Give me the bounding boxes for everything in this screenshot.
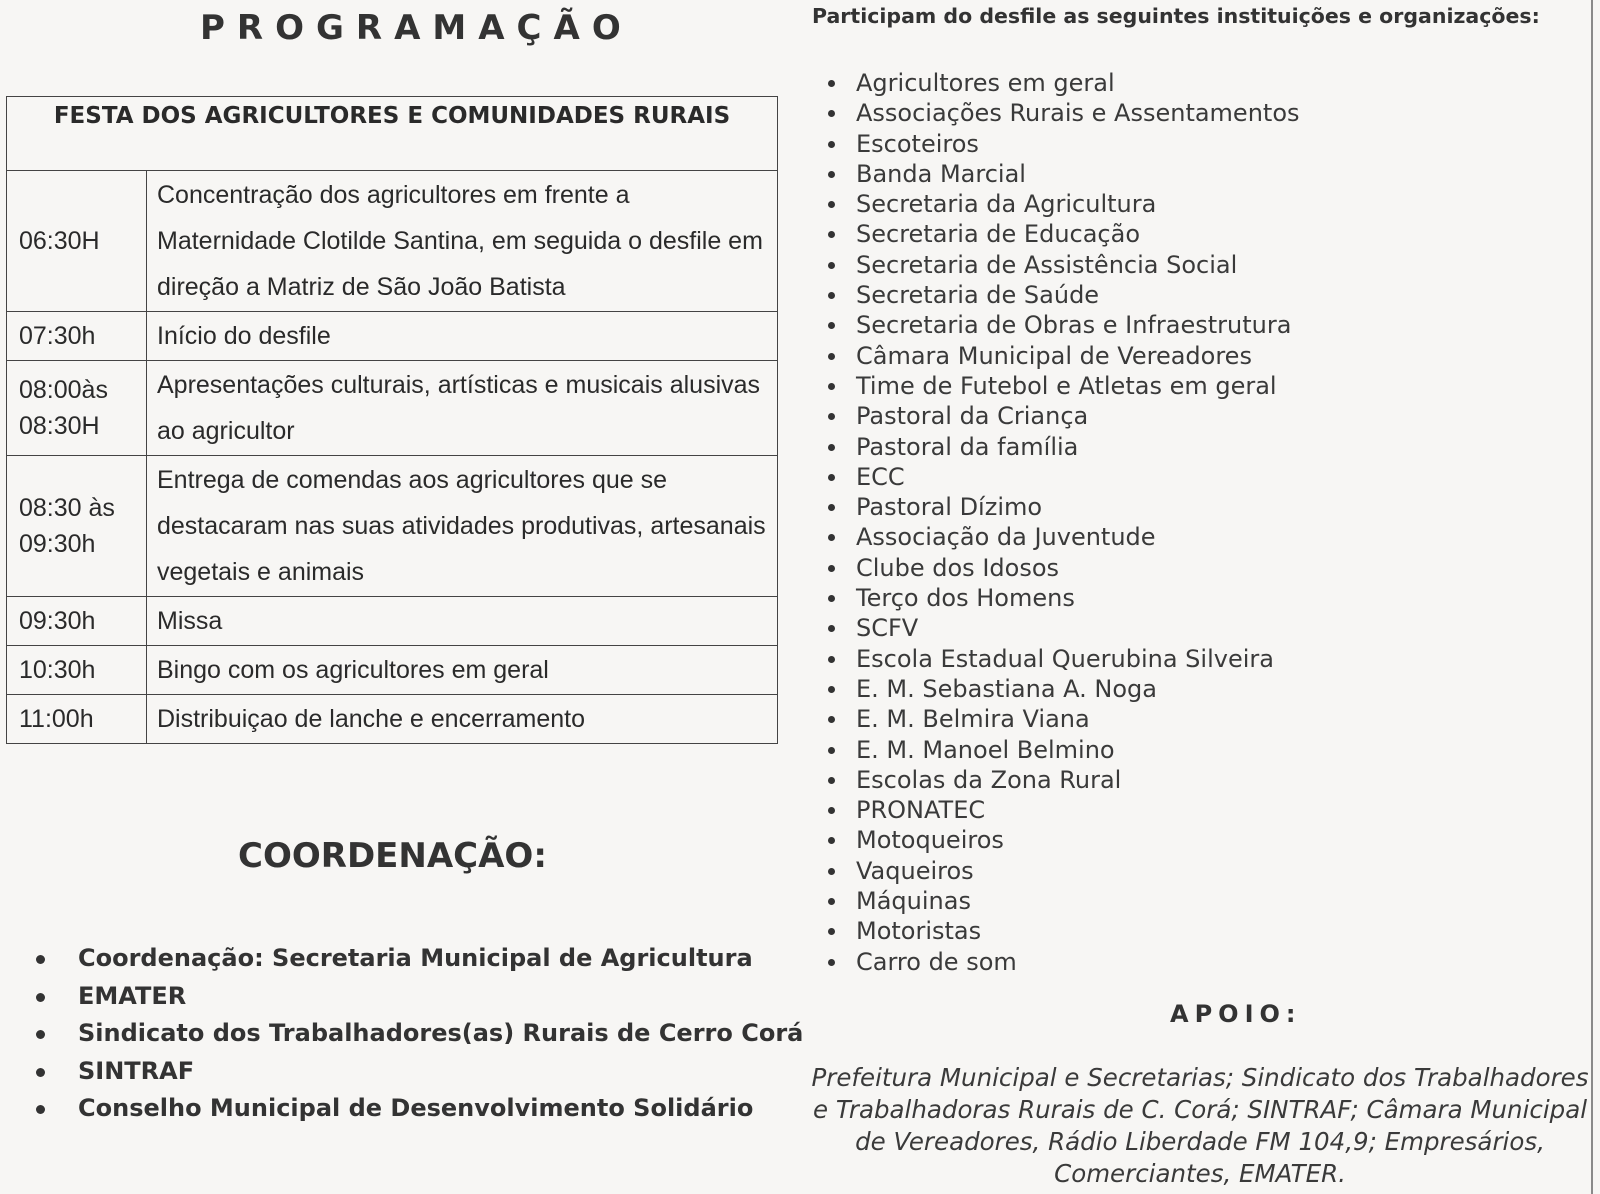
schedule-time: 07:30h — [7, 312, 147, 361]
page-edge-divider — [1591, 0, 1593, 1194]
bullet-icon — [828, 807, 835, 814]
bullet-icon — [828, 716, 835, 723]
list-item — [828, 947, 1300, 977]
participante-item: Associações Rurais e Assentamentos — [856, 99, 1300, 128]
list-item — [36, 944, 796, 982]
bullet-icon — [828, 171, 835, 178]
participante-item: Escolas da Zona Rural — [856, 765, 1122, 794]
schedule-description: Início do desfile — [147, 312, 778, 361]
bullet-icon — [36, 993, 45, 1002]
list-item — [828, 553, 1300, 583]
coordenacao-item: Conselho Municipal de Desenvolvimento Solidário — [78, 1094, 754, 1122]
participante-item: PRONATEC — [856, 796, 986, 825]
participante-item: Motoqueiros — [856, 826, 1004, 855]
bullet-icon — [828, 262, 835, 269]
schedule-time: 09:30h — [7, 597, 147, 646]
list-item — [828, 735, 1300, 765]
table-row — [7, 171, 778, 312]
participante-item: Secretaria da Agricultura — [856, 190, 1157, 219]
participantes-list — [828, 68, 1300, 977]
bullet-icon — [828, 322, 835, 329]
schedule-time: 10:30h — [7, 646, 147, 695]
schedule-description: Entrega de comendas aos agricultores que se destacaram nas suas atividades produtivas, artesanais vegetais e animais — [147, 456, 778, 597]
participante-item: SCFV — [856, 614, 919, 643]
bullet-icon — [828, 625, 835, 632]
bullet-icon — [36, 1068, 45, 1077]
schedule-description: Concentração dos agricultores em frente a Maternidade Clotilde Santina, em seguida o desfile em direção a Matriz de São João Batista — [147, 171, 778, 312]
list-item — [828, 129, 1300, 159]
bullet-icon — [828, 80, 835, 87]
bullet-icon — [828, 504, 835, 511]
bullet-icon — [828, 201, 835, 208]
table-row — [7, 646, 778, 695]
apoio-title: APOIO: — [1170, 1000, 1302, 1028]
list-item — [828, 886, 1300, 916]
list-item — [828, 371, 1300, 401]
participantes-title: Participam do desfile as seguintes instituições e organizações: — [812, 4, 1540, 28]
bullet-icon — [828, 898, 835, 905]
bullet-icon — [828, 686, 835, 693]
coordenacao-item: Sindicato dos Trabalhadores(as) Rurais de Cerro Corá — [78, 1019, 804, 1047]
list-item — [828, 159, 1300, 189]
list-item — [828, 341, 1300, 371]
list-item — [828, 613, 1300, 643]
apoio-text: Prefeitura Municipal e Secretarias; Sindicato dos Trabalhadores e Trabalhadoras Rurais de C. Corá; SINTRAF; Câmara Municipal de Vereadores, Rádio Liberdade FM 104,9; Empresários, Comerciantes, EMATER. — [811, 1063, 1589, 1188]
schedule-time: 06:30H — [7, 171, 147, 312]
participante-item: Agricultores em geral — [856, 69, 1115, 97]
bullet-icon — [828, 141, 835, 148]
participante-item: Vaqueiros — [856, 856, 974, 885]
schedule-table — [6, 96, 778, 744]
bullet-icon — [828, 110, 835, 117]
list-item — [828, 401, 1300, 431]
bullet-icon — [828, 928, 835, 935]
bullet-icon — [828, 231, 835, 238]
bullet-icon — [828, 413, 835, 420]
list-item — [828, 219, 1300, 249]
table-row — [7, 361, 778, 456]
participante-item: Pastoral da família — [856, 432, 1079, 461]
list-item — [828, 462, 1300, 492]
schedule-description: Apresentações culturais, artísticas e musicais alusivas ao agricultor — [147, 361, 778, 456]
bullet-icon — [828, 777, 835, 784]
right-column — [800, 0, 1600, 1194]
participante-item: ECC — [856, 462, 905, 491]
schedule-time: 08:00às 08:30H — [7, 361, 147, 456]
coordenacao-item: Coordenação: Secretaria Municipal de Agricultura — [78, 944, 753, 972]
bullet-icon — [828, 595, 835, 602]
coordenacao-list — [36, 944, 804, 1132]
schedule-description: Distribuiçao de lanche e encerramento — [147, 695, 778, 744]
list-item — [828, 280, 1300, 310]
participante-item: E. M. Manoel Belmino — [856, 735, 1115, 764]
schedule-description: Bingo com os agricultores em geral — [147, 646, 778, 695]
bullet-icon — [828, 837, 835, 844]
schedule-table-header: FESTA DOS AGRICULTORES E COMUNIDADES RURAIS — [7, 97, 778, 171]
participante-item: Terço dos Homens — [856, 584, 1075, 613]
list-item — [828, 432, 1300, 462]
coordenacao-item: EMATER — [78, 981, 187, 1010]
participante-item: Escoteiros — [856, 129, 979, 158]
list-item — [828, 825, 1300, 855]
participante-item: Escola Estadual Querubina Silveira — [856, 644, 1274, 673]
bullet-icon — [828, 534, 835, 541]
schedule-time: 08:30 às 09:30h — [7, 456, 147, 597]
list-item — [36, 1019, 804, 1057]
programacao-title: PROGRAMAÇÃO — [200, 8, 633, 48]
table-row — [7, 695, 778, 744]
list-item — [828, 644, 1300, 674]
schedule-time: 11:00h — [7, 695, 147, 744]
participante-item: Carro de som — [856, 947, 1017, 976]
bullet-icon — [828, 292, 835, 299]
table-row — [7, 597, 778, 646]
participante-item: Pastoral Dízimo — [856, 493, 1043, 522]
list-item — [828, 916, 1300, 946]
table-row — [7, 456, 778, 597]
participante-item: Secretaria de Educação — [856, 220, 1141, 249]
bullet-icon — [828, 959, 835, 966]
participante-item: Time de Futebol e Atletas em geral — [856, 371, 1277, 400]
participante-item: E. M. Belmira Viana — [856, 705, 1090, 734]
list-item — [36, 1094, 796, 1132]
participante-item: Pastoral da Criança — [856, 402, 1089, 431]
bullet-icon — [828, 353, 835, 360]
list-item — [828, 674, 1300, 704]
participante-item: Motoristas — [856, 917, 982, 946]
list-item — [828, 250, 1300, 280]
bullet-icon — [36, 1105, 45, 1114]
list-item — [828, 68, 1300, 98]
bullet-icon — [828, 747, 835, 754]
bullet-icon — [828, 444, 835, 451]
table-row — [7, 312, 778, 361]
participante-item: Secretaria de Obras e Infraestrutura — [856, 311, 1292, 340]
bullet-icon — [828, 474, 835, 481]
list-item — [828, 492, 1300, 522]
list-item — [828, 189, 1300, 219]
list-item — [828, 522, 1300, 552]
list-item — [828, 795, 1300, 825]
list-item — [828, 98, 1300, 128]
participante-item: Secretaria de Assistência Social — [856, 250, 1238, 279]
bullet-icon — [828, 383, 835, 390]
list-item — [36, 1057, 796, 1095]
participante-item: Secretaria de Saúde — [856, 281, 1100, 310]
list-item — [828, 583, 1300, 613]
bullet-icon — [828, 565, 835, 572]
list-item — [828, 310, 1300, 340]
participante-item: Banda Marcial — [856, 159, 1026, 188]
list-item — [828, 856, 1300, 886]
participante-item: Câmara Municipal de Vereadores — [856, 341, 1252, 370]
bullet-icon — [828, 656, 835, 663]
bullet-icon — [828, 868, 835, 875]
schedule-description: Missa — [147, 597, 778, 646]
participante-item: Máquinas — [856, 887, 971, 916]
list-item — [828, 704, 1300, 734]
participante-item: Associação da Juventude — [856, 523, 1156, 552]
coordenacao-title: COORDENAÇÃO: — [238, 836, 547, 876]
bullet-icon — [36, 1030, 45, 1039]
coordenacao-item: SINTRAF — [78, 1056, 195, 1085]
participante-item: E. M. Sebastiana A. Noga — [856, 674, 1157, 703]
participante-item: Clube dos Idosos — [856, 553, 1060, 582]
list-item — [36, 982, 796, 1020]
list-item — [828, 765, 1300, 795]
bullet-icon — [36, 955, 45, 964]
